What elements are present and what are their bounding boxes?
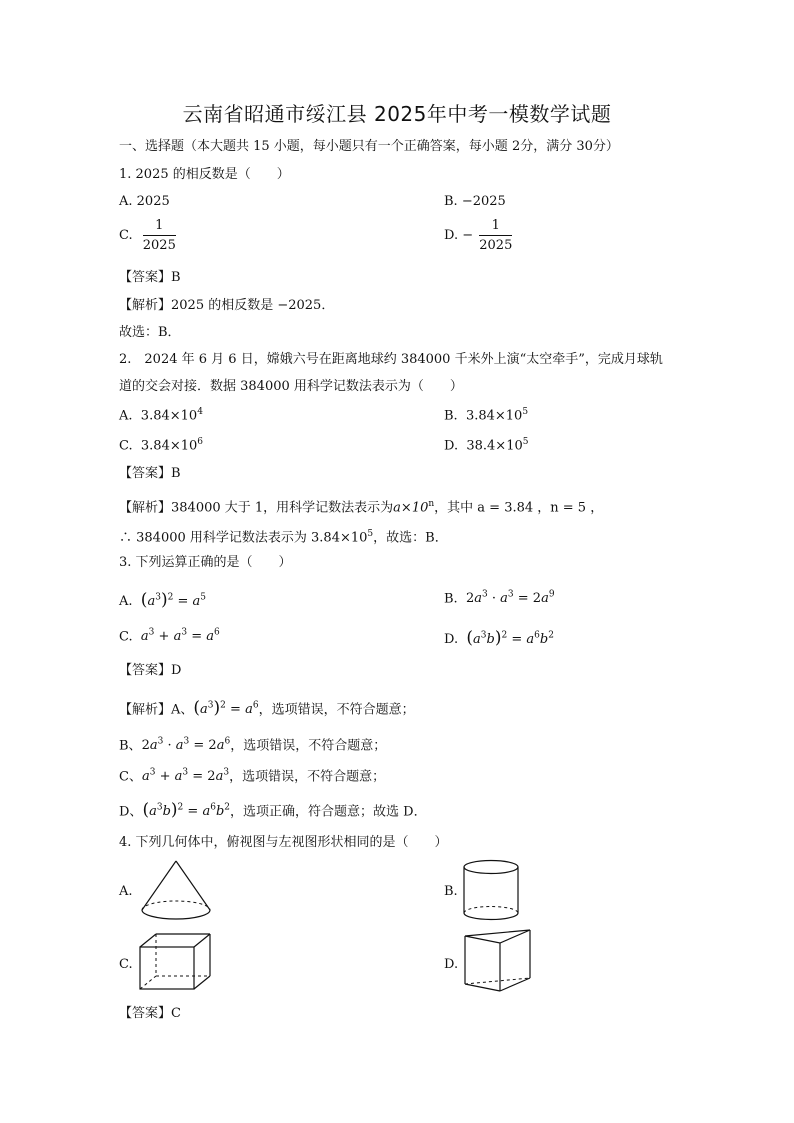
q4-answer: 【答案】C	[119, 1006, 181, 1021]
cone-figure	[138, 858, 214, 924]
analysis-text: ，选项错误，不符合题意；	[258, 702, 415, 718]
q2-option-c	[119, 437, 203, 453]
q3-option-d-formula: $(a^3b)^2 = a^6b^2$	[466, 628, 554, 648]
q3-option-b-formula: $2a^3 \cdot a^3 = 2a^9$	[465, 590, 555, 607]
analysis-formula: $2a^3 \cdot a^3 = 2a^6$	[141, 737, 231, 754]
q4-option-d-label: D.	[444, 957, 459, 972]
q2-conclusion	[119, 526, 448, 546]
fraction-denominator: 2025	[142, 238, 176, 253]
option-expression: 38.4×10	[466, 438, 523, 454]
analysis-text: ，选项错误，不符合题意；	[230, 738, 387, 754]
q4-option-b-label: B.	[444, 884, 458, 899]
option-expression: 3.84×10	[465, 408, 523, 424]
fraction-numerator: 1	[143, 218, 176, 236]
q3-analysis-a	[119, 698, 415, 718]
q1-option-c-label: C.	[119, 228, 133, 243]
cube-figure	[138, 932, 212, 992]
section-heading: 一、选择题（本大题共 15 小题，每小题只有一个正确答案，每小题 2分，满分 30分）	[119, 139, 619, 154]
q2-option-b	[444, 407, 528, 423]
option-label: A.	[119, 408, 133, 424]
analysis-text: C、	[119, 769, 142, 785]
q1-option-d-fraction	[479, 218, 512, 253]
analysis-text: 【解析】A、	[119, 702, 194, 718]
q1-analysis: 【解析】2025 的相反数是 −2025．	[119, 298, 335, 313]
exponent: n	[428, 499, 435, 509]
triangular-prism-figure	[462, 928, 534, 994]
option-label: A.	[119, 594, 133, 609]
q4-option-c-label: C.	[119, 957, 133, 972]
fraction-numerator: 1	[479, 218, 512, 236]
question-4-stem: 4. 下列几何体中，俯视图与左视图形状相同的是（ ）	[119, 835, 448, 850]
option-label: D.	[444, 438, 459, 454]
exponent: 5	[367, 529, 374, 539]
fraction-denominator: 2025	[479, 238, 513, 253]
q3-option-a	[119, 590, 206, 610]
option-label: D.	[444, 632, 459, 647]
option-label: B.	[444, 408, 458, 424]
question-2-stem-line2: 道的交会对接．数据 384000 用科学记数法表示为（ ）	[119, 379, 463, 394]
analysis-text: ，其中 a = 3.84 ，n = 5 ，	[434, 500, 604, 516]
q1-option-c	[119, 218, 176, 253]
question-2-stem-line1: 2. 2024 年 6 月 6 日，嫦娥六号在距离地球约 384000 千米外上演“太空牵手”，完成月球轨	[119, 352, 663, 367]
option-label: C.	[119, 629, 133, 645]
analysis-text: 【解析】384000 大于 1，用科学记数法表示为	[119, 500, 394, 516]
exponent: 6	[197, 437, 204, 447]
exponent: 4	[197, 407, 203, 417]
q3-option-b	[444, 590, 555, 606]
q1-answer: 【答案】B	[119, 270, 181, 285]
analysis-formula: $(a^3b)^2 = a^6b^2$	[142, 800, 231, 821]
q3-option-a-formula: $(a^3)^2 = a^5$	[140, 590, 206, 610]
q2-analysis	[119, 496, 603, 516]
q2-answer: 【答案】B	[119, 466, 181, 481]
page-title: 云南省昭通市绥江县 2025年中考一模数学试题	[182, 102, 612, 126]
q4-option-a-label: A.	[119, 884, 133, 899]
q1-option-d	[444, 218, 512, 253]
q1-option-c-fraction	[143, 218, 176, 253]
q1-choose: 故选：B．	[119, 325, 181, 340]
q3-answer: 【答案】D	[119, 663, 182, 678]
question-3-stem: 3. 下列运算正确的是（ ）	[119, 555, 292, 570]
conclusion-text: ∴ 384000 用科学记数法表示为 3.84×10	[119, 530, 368, 546]
q3-option-d	[444, 628, 554, 648]
option-label: B.	[444, 591, 458, 607]
q2-option-a	[119, 407, 203, 423]
q3-option-c-formula: $a^3 + a^3 = a^6$	[140, 628, 220, 645]
analysis-text: D、	[119, 804, 143, 820]
q1-option-d-label: D. −	[444, 228, 474, 243]
question-1-stem: 1. 2025 的相反数是（ ）	[119, 167, 290, 182]
analysis-text: ，选项错误，不符合题意；	[229, 769, 386, 785]
option-label: C.	[119, 438, 133, 454]
analysis-formula: $(a^3)^2 = a^6$	[193, 698, 259, 719]
analysis-formula: $a^3 + a^3 = 2a^3$	[141, 768, 230, 785]
q2-option-d	[444, 437, 528, 453]
q3-option-c	[119, 628, 220, 644]
q1-option-b: B. −2025	[444, 194, 506, 209]
exponent: 5	[522, 437, 529, 447]
cylinder-figure	[460, 858, 522, 924]
q3-analysis-d	[119, 800, 427, 820]
option-expression: 3.84×10	[140, 408, 198, 424]
analysis-expression: a×10	[393, 500, 429, 516]
q3-analysis-c	[119, 765, 385, 785]
option-expression: 3.84×10	[140, 438, 198, 454]
analysis-text: ，选项正确，符合题意；故选 D．	[230, 804, 427, 820]
q3-analysis-b	[119, 734, 386, 754]
q1-option-a: A. 2025	[119, 194, 170, 209]
analysis-text: B、	[119, 738, 142, 754]
exponent: 5	[522, 407, 529, 417]
conclusion-text: ，故选：B．	[373, 530, 448, 546]
